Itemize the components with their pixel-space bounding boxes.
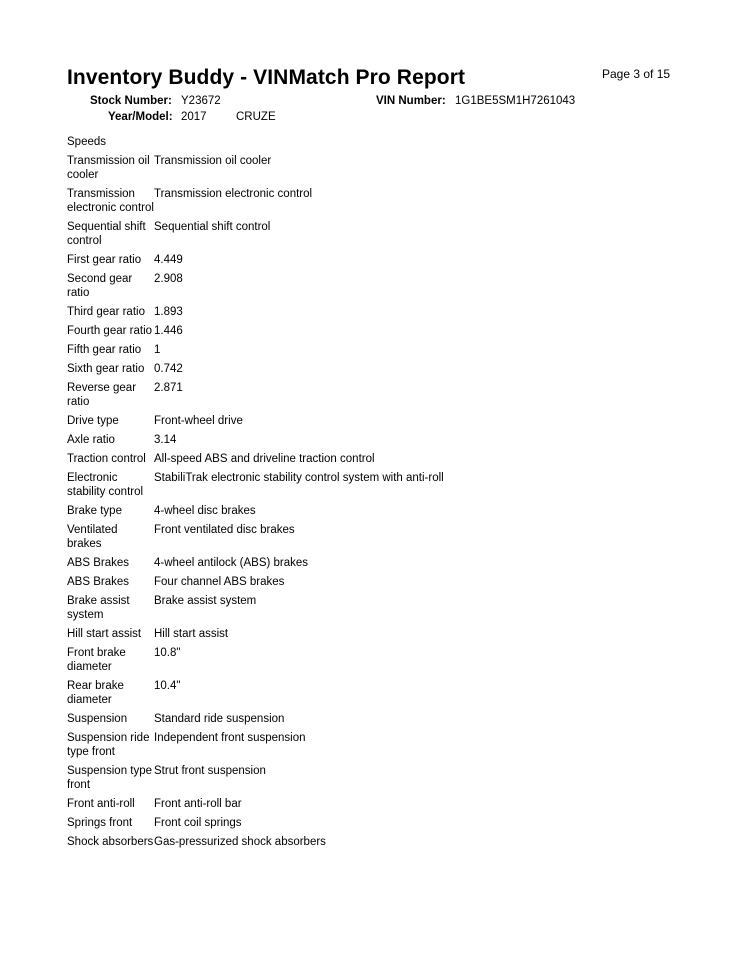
spec-value: 10.8" bbox=[154, 647, 181, 659]
spec-row bbox=[67, 360, 707, 379]
spec-row bbox=[67, 625, 707, 644]
spec-label: Sequential shift control bbox=[67, 221, 146, 247]
page-number: Page 3 of 15 bbox=[602, 67, 671, 81]
spec-value: Sequential shift control bbox=[154, 221, 271, 233]
spec-label: Suspension ride type front bbox=[67, 732, 150, 758]
spec-value: Standard ride suspension bbox=[154, 713, 285, 725]
spec-row bbox=[67, 270, 707, 303]
spec-row bbox=[67, 521, 707, 554]
spec-row bbox=[67, 573, 707, 592]
spec-label: Drive type bbox=[67, 415, 119, 427]
spec-row bbox=[67, 592, 707, 625]
spec-label: Fifth gear ratio bbox=[67, 344, 142, 356]
spec-label: Reverse gear ratio bbox=[67, 382, 137, 408]
spec-value: Transmission oil cooler bbox=[154, 155, 272, 167]
spec-row bbox=[67, 677, 707, 710]
spec-label: Suspension type front bbox=[67, 765, 153, 791]
spec-label: Brake type bbox=[67, 505, 122, 517]
spec-label: Brake assist system bbox=[67, 595, 130, 621]
spec-label: Fourth gear ratio bbox=[67, 325, 153, 337]
spec-value: 2.871 bbox=[154, 382, 183, 394]
spec-label: Transmission oil cooler bbox=[67, 155, 150, 181]
spec-value: Front anti-roll bar bbox=[154, 798, 242, 810]
spec-value: Strut front suspension bbox=[154, 765, 266, 777]
spec-label: Hill start assist bbox=[67, 628, 142, 640]
spec-row bbox=[67, 814, 707, 833]
spec-value: Four channel ABS brakes bbox=[154, 576, 285, 588]
spec-row bbox=[67, 412, 707, 431]
spec-row bbox=[67, 469, 707, 502]
spec-value: 0.742 bbox=[154, 363, 183, 375]
spec-value: Front-wheel drive bbox=[154, 415, 243, 427]
spec-row bbox=[67, 218, 707, 251]
spec-row bbox=[67, 303, 707, 322]
stock-number-label: Stock Number: bbox=[90, 95, 172, 107]
spec-row bbox=[67, 341, 707, 360]
spec-value: 4.449 bbox=[154, 254, 183, 266]
year-model-label: Year/Model: bbox=[108, 111, 173, 123]
vin-label: VIN Number: bbox=[376, 95, 446, 107]
spec-label: Shock absorbers bbox=[67, 836, 154, 848]
spec-value: Transmission electronic control bbox=[154, 188, 313, 200]
spec-label: Transmission electronic control bbox=[67, 188, 154, 214]
spec-row bbox=[67, 251, 707, 270]
spec-row bbox=[67, 133, 707, 152]
spec-label: Front anti-roll bbox=[67, 798, 135, 810]
spec-label: Electronic stability control bbox=[67, 472, 144, 498]
spec-label: Speeds bbox=[67, 136, 107, 148]
spec-row bbox=[67, 450, 707, 469]
spec-row bbox=[67, 762, 707, 795]
spec-label: First gear ratio bbox=[67, 254, 142, 266]
spec-value: 1 bbox=[154, 344, 161, 356]
spec-label: Sixth gear ratio bbox=[67, 363, 145, 375]
spec-value: Brake assist system bbox=[154, 595, 257, 607]
spec-value: Hill start assist bbox=[154, 628, 229, 640]
spec-row bbox=[67, 185, 707, 218]
spec-row bbox=[67, 833, 707, 852]
spec-label: Axle ratio bbox=[67, 434, 115, 446]
spec-row bbox=[67, 795, 707, 814]
spec-value: 3.14 bbox=[154, 434, 177, 446]
spec-value: Front coil springs bbox=[154, 817, 242, 829]
spec-row bbox=[67, 644, 707, 677]
spec-value: 4-wheel antilock (ABS) brakes bbox=[154, 557, 309, 569]
spec-value: Gas-pressurized shock absorbers bbox=[154, 836, 326, 848]
spec-value: All-speed ABS and driveline traction control bbox=[154, 453, 375, 465]
report-title: Inventory Buddy - VINMatch Pro Report bbox=[67, 66, 466, 89]
spec-value: 10.4" bbox=[154, 680, 181, 692]
spec-label: Traction control bbox=[67, 453, 146, 465]
spec-value: 1.893 bbox=[154, 306, 183, 318]
spec-row bbox=[67, 379, 707, 412]
model-value: CRUZE bbox=[236, 111, 276, 123]
spec-label: Front brake diameter bbox=[67, 647, 126, 673]
spec-row bbox=[67, 729, 707, 762]
spec-label: ABS Brakes bbox=[67, 557, 129, 569]
spec-row bbox=[67, 152, 707, 185]
spec-row bbox=[67, 502, 707, 521]
spec-row bbox=[67, 431, 707, 450]
spec-value: 2.908 bbox=[154, 273, 183, 285]
spec-value: Independent front suspension bbox=[154, 732, 306, 744]
year-value: 2017 bbox=[181, 111, 207, 123]
spec-label: Rear brake diameter bbox=[67, 680, 124, 706]
spec-label: Suspension bbox=[67, 713, 128, 725]
spec-label: ABS Brakes bbox=[67, 576, 129, 588]
spec-row bbox=[67, 554, 707, 573]
spec-label: Second gear ratio bbox=[67, 273, 133, 299]
spec-value: 1.446 bbox=[154, 325, 183, 337]
spec-value: Front ventilated disc brakes bbox=[154, 524, 295, 536]
spec-row bbox=[67, 710, 707, 729]
vin-value: 1G1BE5SM1H7261043 bbox=[455, 95, 576, 107]
spec-value: 4-wheel disc brakes bbox=[154, 505, 256, 517]
spec-value: StabiliTrak electronic stability control system with anti-roll bbox=[154, 472, 444, 484]
spec-list bbox=[67, 133, 707, 852]
spec-label: Third gear ratio bbox=[67, 306, 145, 318]
spec-label: Springs front bbox=[67, 817, 133, 829]
spec-label: Ventilated brakes bbox=[67, 524, 118, 550]
spec-row bbox=[67, 322, 707, 341]
stock-number-value: Y23672 bbox=[181, 95, 221, 107]
